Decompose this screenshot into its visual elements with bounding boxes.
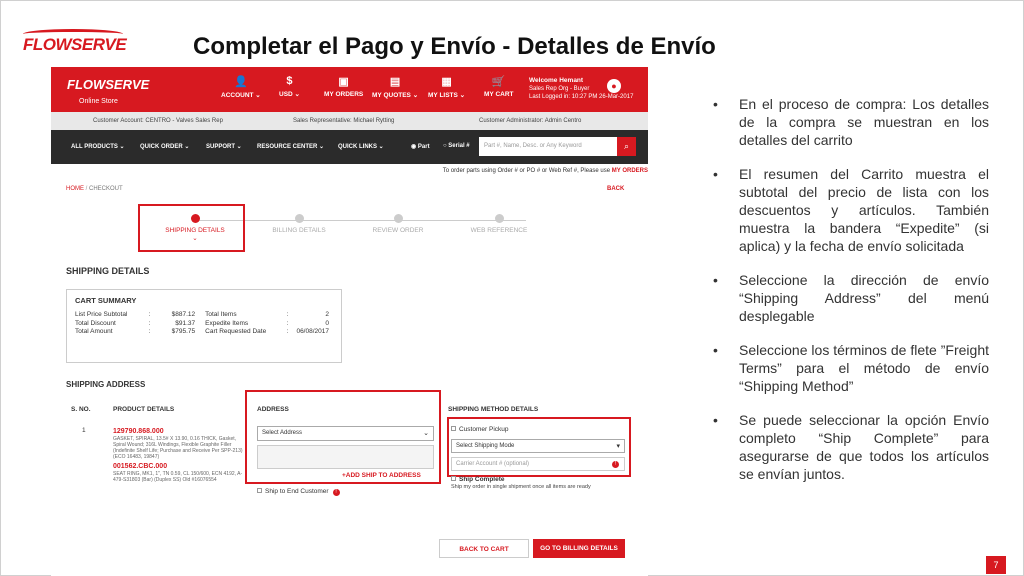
radio-part[interactable]: ◉ Part [411,144,430,150]
logo-swoosh [23,29,123,39]
chevron-down-icon: ▾ [616,443,620,450]
nav-my-quotes[interactable]: ▤ MY QUOTES ⌄ [372,76,419,99]
cart-summary [66,289,342,363]
nav-my-cart[interactable]: 🛒 MY CART [484,76,514,98]
bullet-item: • Se puede seleccionar la opción Envío completo “Ship Complete” para asegurarse de que todos los artículos se envían juntos. [739,411,989,483]
nav-account[interactable]: 👤 ACCOUNT ⌄ [221,76,261,99]
highlight-step [138,204,245,252]
search-input[interactable]: Part #, Name, Desc. or Any Keyword [479,137,617,156]
customer-account: Customer Account: CENTRO - Valves Sales Rep [93,118,223,124]
col-sno: S. NO. [71,406,91,413]
customer-admin: Customer Administrator: Admin Centro [479,118,582,124]
bullet-item: • El resumen del Carrito muestra el subtotal del precio de lista con los descuentos y artículos. También muestra la bandera “Expedite” (si aplica) y la fecha de envío solicitada [739,165,989,255]
menu-resource-center[interactable]: RESOURCE CENTER ⌄ [257,144,325,150]
logo-wordmark: FLOWSERVE [23,35,127,54]
app-header [51,67,648,112]
slide-title: Completar el Pago y Envío - Detalles de Envío [193,33,716,60]
cart-summary-table [75,311,333,337]
info-icon: ! [333,489,340,496]
chevron-down-icon: ⌄ [423,430,429,437]
col-product: PRODUCT DETAILS [113,406,175,413]
go-to-billing-button[interactable]: GO TO BILLING DETAILS [533,539,625,558]
menu-all-products[interactable]: ALL PRODUCTS ⌄ [71,144,125,150]
sales-rep: Sales Representative: Michael Rytting [293,118,395,124]
nav-currency[interactable]: $ USD ⌄ [279,75,300,98]
breadcrumb: HOME / CHECKOUT [66,186,123,192]
back-to-cart-button[interactable]: BACK TO CART [439,539,529,558]
user-icon: 👤 [234,76,248,88]
cart-icon: 🛒 [491,76,506,88]
col-method: SHIPPING METHOD DETAILS [448,406,539,413]
welcome-block[interactable]: Welcome Hemant Sales Rep Org - Buyer Last Logged in: 10:27 PM 26-Mar-2017 [529,77,634,100]
customer-pickup-checkbox[interactable]: Customer Pickup [451,426,509,433]
ship-complete-note: Ship my order in single shipment once all items are ready [451,484,591,490]
step-web-reference[interactable]: WEB REFERENCE [459,214,539,234]
product-details: 129790.868.000 GASKET, SPIRAL, 13.5# X 13.90, 0.16 THICK, Gasket, Spiral Wound; 316L Windings, Flexible Graphite Filler (Indefinite Shelf Life; Purchase and Receive Per SPP-213) (ECO 16483, 19847) 001562.CBC.000 SEAT RING, MK1, 1", TN 0.59, CL 150/600, ECN 4192, A-479-S31803 (Bar) (Duplex SS) Old #16076554 [113,428,243,483]
table-row: Total Amount : $795.75 Cart Requested Date : 06/08/2017 [75,328,329,335]
step-review-order[interactable]: REVIEW ORDER [358,214,438,234]
radio-serial[interactable]: ○ Serial # [443,143,470,149]
step-billing-details[interactable]: BILLING DETAILS [259,214,339,234]
orders-icon: ▣ [338,76,349,88]
my-orders-link[interactable]: MY ORDERS [611,168,648,174]
table-row: List Price Subtotal : $887.12 Total Items : 2 [75,311,329,318]
address-textarea[interactable] [257,445,434,469]
bullet-item: • Seleccione los términos de flete ”Freight Terms” para el método de envío “Shipping Method” [739,341,989,395]
carrier-account-input[interactable]: Carrier Account # (optional) ! [451,457,625,471]
row-sno: 1 [82,427,86,434]
back-link[interactable]: BACK [607,186,625,192]
nav-my-lists[interactable]: ▦ MY LISTS ⌄ [428,76,466,99]
menu-support[interactable]: SUPPORT ⌄ [206,144,242,150]
quotes-icon: ▤ [389,76,401,88]
section-title: SHIPPING DETAILS [66,266,150,276]
shipping-mode-select[interactable]: Select Shipping Mode ▾ [451,439,625,453]
page-number: 7 [986,556,1006,574]
search-icon[interactable]: ⌕ [617,137,636,156]
col-address: ADDRESS [257,406,289,413]
dollar-icon: $ [286,75,293,87]
flowserve-logo [23,35,129,71]
order-hint: To order parts using Order # or PO # or Web Ref #, Please use MY ORDERS [442,168,648,174]
bullet-item: • En el proceso de compra: Los detalles de la compra se muestran en los detalles del carrito [739,95,989,149]
lists-icon: ▦ [441,76,452,88]
avatar-icon[interactable]: ● [607,79,621,93]
app-brand[interactable]: FLOWSERVE [67,77,150,92]
ship-complete-checkbox[interactable]: Ship Complete [451,476,505,483]
address-select[interactable]: Select Address ⌄ [257,426,434,441]
menu-quick-order[interactable]: QUICK ORDER ⌄ [140,144,190,150]
main-menu [51,130,648,164]
app-screenshot [51,67,648,576]
bullet-list [739,95,989,499]
product-link-2[interactable]: 001562.CBC.000 [113,463,168,470]
product-link-1[interactable]: 129790.868.000 [113,428,164,435]
breadcrumb-current: CHECKOUT [89,186,123,192]
nav-my-orders[interactable]: ▣ MY ORDERS [324,76,364,98]
step-shipping-details[interactable]: SHIPPING DETAILS ⌄ [155,214,235,242]
error-icon: ! [612,461,619,468]
info-bar [51,112,648,130]
bullet-item: • Seleccione la dirección de envío “Shipping Address” del menú desplegable [739,271,989,325]
breadcrumb-home[interactable]: HOME [66,186,84,192]
ship-to-end-customer[interactable]: Ship to End Customer ! [257,488,340,496]
table-row: Total Discount : $91.37 Expedite Items : 0 [75,319,329,327]
menu-quick-links[interactable]: QUICK LINKS ⌄ [338,144,384,150]
shipping-address-title: SHIPPING ADDRESS [66,380,146,389]
add-ship-to-address-link[interactable]: +ADD SHIP TO ADDRESS [342,472,421,479]
app-brand-sub: Online Store [79,98,118,105]
cart-summary-heading: CART SUMMARY [75,296,137,305]
